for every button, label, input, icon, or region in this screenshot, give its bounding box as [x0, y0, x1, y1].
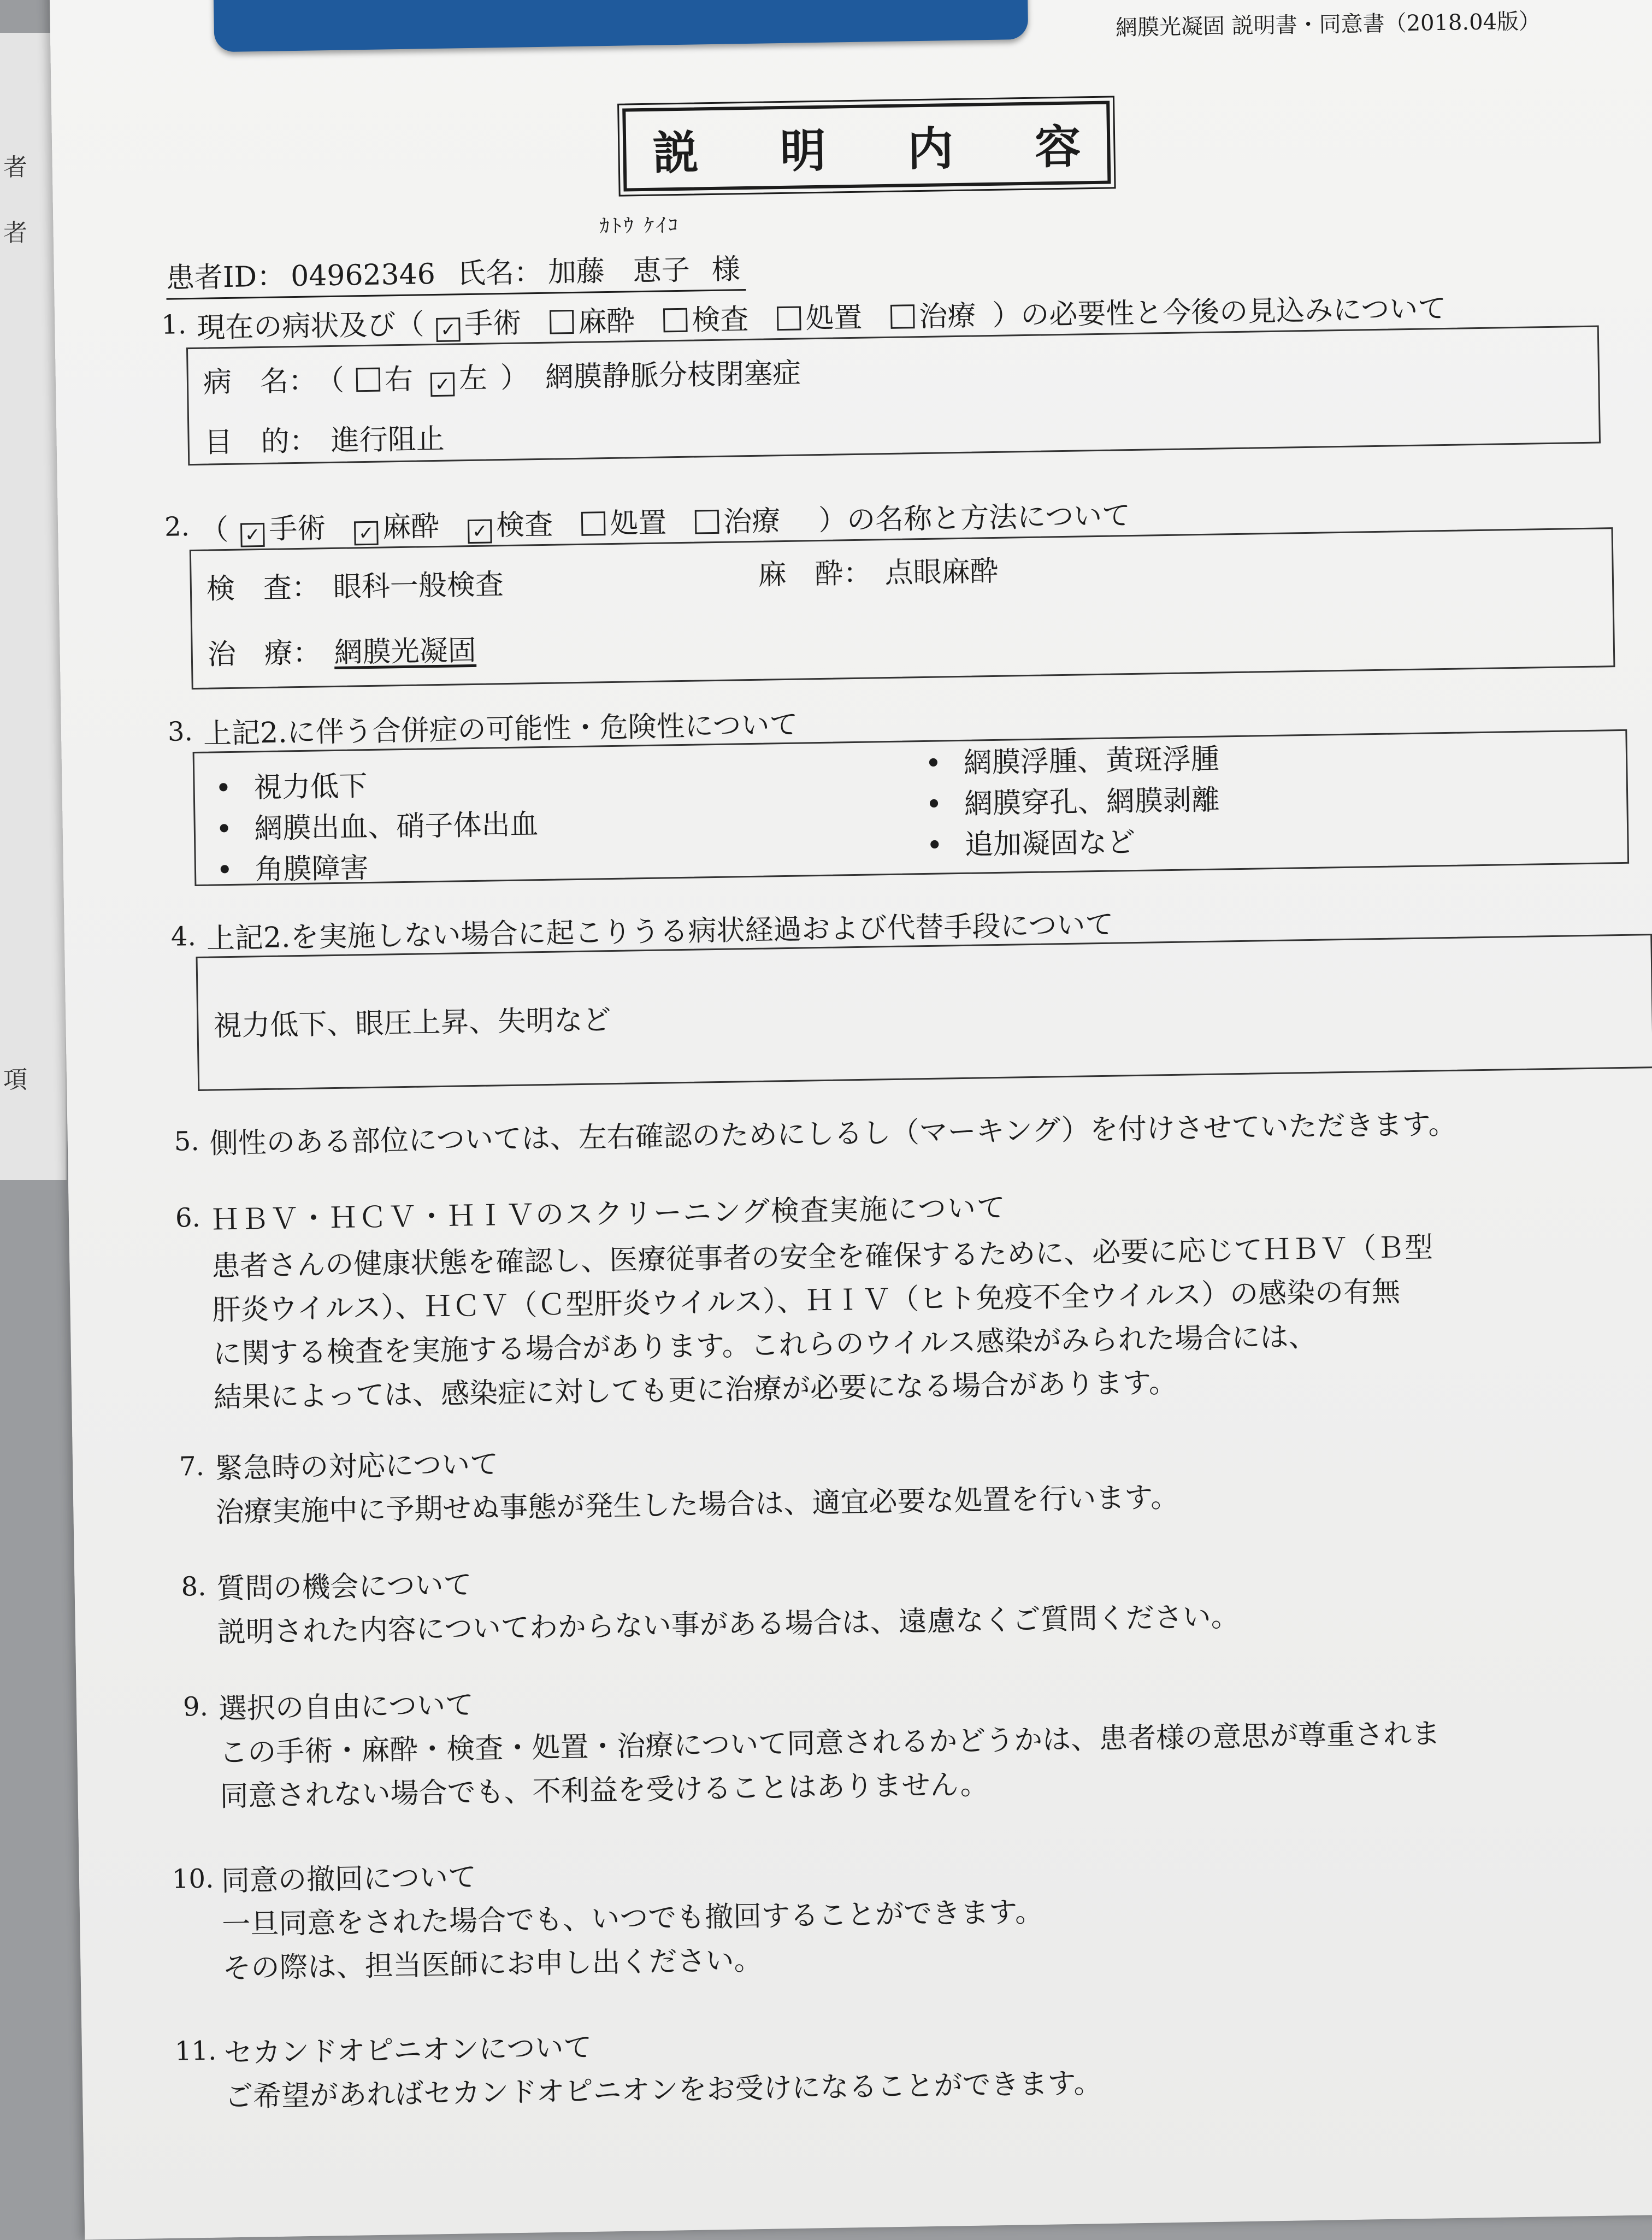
section-6-line-4: 結果によっては、感染症に対しても更に治療が必要になる場合があります。	[213, 1366, 1178, 1414]
section-2-options	[228, 505, 797, 546]
section-4-heading: 上記2.を実施しない場合に起こりうる病状経過および代替手段について	[206, 908, 1114, 956]
treatment-label: 治 療：	[207, 636, 322, 671]
procedure-checkbox-label: 処置	[609, 506, 667, 541]
exam-row	[206, 561, 504, 607]
patient-name: 加藤 恵子	[547, 254, 691, 289]
section-1-options	[424, 299, 993, 341]
section-11-heading: セカンドオピニオンについて	[223, 2031, 592, 2070]
section-9-line-1: この手術・麻酔・検査・処置・治療について同意されるかどうかは、患者様の意思が尊重されま	[219, 1717, 1441, 1770]
procedure-checkbox-2[interactable]	[550, 310, 574, 334]
disease-name: 網膜静脈分枝閉塞症	[545, 357, 801, 394]
section-7-number: 7.	[179, 1451, 205, 1482]
section-8-number: 8.	[181, 1571, 206, 1602]
section-9-heading: 選択の自由について	[218, 1689, 474, 1726]
procedure-checkbox-label: 検査	[495, 508, 553, 543]
purpose-value: 進行阻止	[331, 422, 445, 458]
treatment-value: 網膜光凝固	[334, 634, 477, 669]
section-7-heading: 緊急時の対応について	[214, 1448, 499, 1486]
complication-left-3: • 角膜障害	[216, 852, 369, 887]
anesthesia-row	[758, 548, 999, 593]
section-10-line-1: 一旦同意をされた場合でも、いつでも撤回することができます。	[221, 1895, 1044, 1942]
section-8-heading: 質問の機会について	[216, 1569, 473, 1606]
document-version: 網膜光凝固 説明書・同意書（2018.04版）	[1115, 9, 1541, 41]
procedure-checkbox-4[interactable]	[581, 511, 606, 536]
section-4-number: 4.	[170, 921, 197, 952]
underpage-fragment: 項	[3, 1066, 27, 1094]
procedure-checkbox-label: 手術	[464, 306, 522, 341]
procedure-checkbox-2[interactable]: ✓	[354, 521, 379, 546]
procedure-checkbox-label: 治療	[723, 505, 781, 539]
procedure-checkbox-1[interactable]: ✓	[436, 317, 461, 342]
side-options	[344, 362, 493, 397]
section-2-suffix: ）の名称と方法について	[818, 499, 1131, 538]
procedure-checkbox-label: 検査	[691, 303, 749, 337]
section-4-body: 視力低下、眼圧上昇、失明など	[213, 1004, 611, 1043]
section-9-line-2: 同意されない場合でも、不利益を受けることはありません。	[220, 1768, 989, 1813]
complication-left-2: • 網膜出血、硝子体出血	[215, 808, 539, 846]
section-5-number: 5.	[174, 1125, 200, 1157]
side-checkbox-label: 右	[384, 363, 414, 397]
complication-right-1: • 網膜浮腫、黄斑浮腫	[924, 742, 1220, 780]
section-10-heading: 同意の撤回について	[221, 1861, 477, 1898]
clipboard-clip	[213, 0, 1028, 52]
disease-label: 病 名：	[203, 364, 317, 399]
procedure-checkbox-5[interactable]	[890, 304, 915, 329]
section-11-number: 11.	[174, 2035, 217, 2067]
patient-id: 04962346	[290, 257, 436, 293]
procedure-checkbox-label: 処置	[805, 301, 863, 335]
section-10-number: 10.	[172, 1863, 214, 1895]
patient-name-kana: ｶﾄｳ ｹｲｺ	[599, 214, 681, 238]
document-title: 説 明 内 容	[652, 118, 1114, 180]
section-6-heading: ＨＢＶ・ＨＣＶ・ＨＩＶのスクリーニング検査実施について	[210, 1191, 1007, 1237]
section-11-line-1: ご希望があればセカンドオピニオンをお受けになることができます。	[224, 2067, 1102, 2114]
complication-right-3: • 追加凝固など	[925, 826, 1136, 862]
section-10-line-2: その際は、担当医師にお申し出ください。	[222, 1943, 763, 1985]
patient-info-line	[166, 246, 746, 300]
section-6-line-3: に関する検査を実施する場合があります。これらのウイルス感染がみられた場合には、	[213, 1320, 1317, 1371]
procedure-checkbox-label: 麻酔	[577, 305, 635, 339]
anesthesia-value: 点眼麻酔	[884, 555, 999, 590]
section-1-suffix: ）の必要性と今後の見込みについて	[992, 292, 1447, 332]
exam-label: 検 査：	[206, 571, 321, 606]
section-6-line-1: 患者さんの健康状態を確認し、医療従事者の安全を確保するために、必要に応じてＨＢＶ（Ｂ型	[211, 1231, 1433, 1283]
section-2-number: 2.	[164, 511, 190, 543]
exam-value: 眼科一般検査	[333, 568, 504, 604]
underpage-fragment: 者	[3, 219, 27, 247]
procedure-checkbox-4[interactable]	[777, 306, 801, 331]
purpose-label: 目 的：	[204, 425, 318, 459]
section-9-number: 9.	[182, 1691, 209, 1723]
procedure-checkbox-5[interactable]	[695, 510, 719, 534]
side-close-paren: ）	[500, 361, 529, 395]
procedure-checkbox-3[interactable]	[663, 308, 688, 333]
side-open-paren: （	[329, 364, 345, 398]
side-checkbox-label: 左	[458, 362, 488, 396]
treatment-row	[207, 627, 476, 673]
section-5-body: 側性のある部位については、左右確認のためにしるし（マーキング）を付けさせていただきます。	[209, 1107, 1457, 1160]
section-3-number: 3.	[167, 716, 193, 747]
consent-document-page	[49, 0, 1652, 2239]
patient-name-label: 氏名：	[457, 256, 543, 291]
side-checkbox-2[interactable]: ✓	[430, 372, 455, 397]
side-checkbox-1[interactable]	[356, 368, 381, 392]
procedure-checkbox-label: 麻酔	[382, 510, 440, 544]
section-8-line-1: 説明された内容についてわからない事がある場合は、遠慮なくご質問ください。	[217, 1600, 1240, 1649]
procedure-checkbox-3[interactable]: ✓	[468, 519, 492, 544]
section-6-number: 6.	[175, 1202, 201, 1234]
procedure-checkbox-1[interactable]: ✓	[240, 523, 265, 547]
purpose-row	[204, 416, 445, 461]
procedure-checkbox-label: 治療	[918, 299, 976, 334]
underpage-fragment: 者	[3, 154, 27, 181]
section-7-line-1: 治療実施中に予期せぬ事態が発生した場合は、適宜必要な処置を行います。	[215, 1481, 1179, 1529]
procedure-checkbox-label: 手術	[268, 512, 326, 546]
patient-honorific: 様	[711, 253, 741, 287]
complication-left-1: • 視力低下	[215, 770, 368, 805]
document-title-box	[622, 101, 1114, 192]
anesthesia-label: 麻 酔：	[758, 557, 872, 592]
section-3-heading: 上記2.に伴う合併症の可能性・危険性について	[203, 708, 798, 751]
section-1-prefix: 現在の病状及び（	[196, 308, 424, 345]
patient-id-label: 患者ID：	[166, 260, 286, 295]
section-6-line-2: 肝炎ウイルス）、ＨＣＶ（Ｃ型肝炎ウイルス）、ＨＩＶ（ヒト免疫不全ウイルス）の感染の有無	[212, 1275, 1401, 1327]
section-2-prefix: （	[199, 513, 229, 547]
complication-right-2: • 網膜穿孔、網膜剥離	[925, 783, 1220, 821]
section-1-number: 1.	[161, 309, 187, 340]
